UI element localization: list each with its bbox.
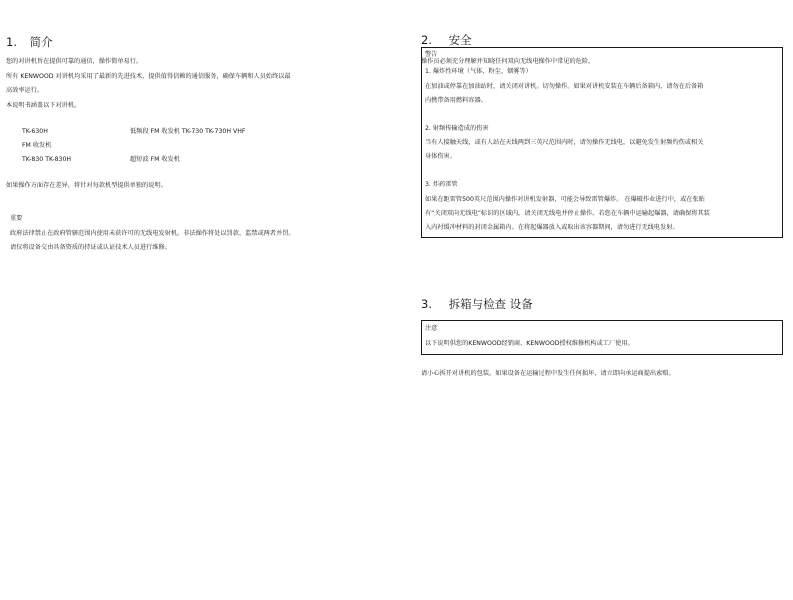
note-text: 以下说明供您的KENWOOD经销商、KENWOOD授权维修机构或工厂使用。: [425, 340, 634, 347]
important-line-1: 政府法律禁止在政府管辖范围内使用未获许可的无线电发射机。非法操作将处以罚款、监禁或两者并罚。: [10, 230, 295, 237]
hazard-1-title: 1. 爆炸性环境（气体、粉尘、烟雾等）: [425, 68, 532, 75]
section-3-heading: [421, 296, 533, 312]
model-differences-note: 如果操作方面存在差异，将针对每款机型提供单独的说明。: [6, 182, 167, 189]
section-1-heading: [6, 34, 53, 50]
intro-line-2: 所有 KENWOOD 对讲机均采用了最新的先进技术，提供值得信赖的通信服务，确保车辆和人员始终以最: [6, 73, 291, 80]
hazard-2-line-1: 当有人接触天线，或有人站在天线两到三英尺范围内时，请勿操作无线电，以避免发生射频灼伤或相关: [425, 139, 704, 146]
section-3-title: 拆箱与检查 设备: [448, 297, 533, 311]
model-description: 超短波 FM 收发机: [130, 156, 180, 163]
intro-line-3: 高效率运行。: [6, 87, 44, 94]
hazard-3-line-1: 如果在距雷管500英尺范围内操作对讲机发射器，可能会导致雷管爆炸。 在爆破作业进行中，或在张贴: [425, 196, 705, 203]
model-description-continued: FM 收发机: [22, 142, 52, 149]
model-name: TK-630H: [22, 128, 48, 135]
hazard-2-line-2: 身体伤害。: [425, 153, 456, 160]
intro-line-1: 您的对讲机旨在提供可靠的通信，操作简单易行。: [6, 58, 143, 65]
intro-line-4: 本说明书涵盖以下对讲机。: [6, 102, 81, 109]
warning-intro: 操作员必须充分理解并知晓任何双向无线电操作中常见的危险。: [421, 58, 595, 65]
important-line-2: 请仅将设备交由具备资质的持证或认证技术人员进行维修。: [10, 244, 171, 251]
hazard-1-line-1: 在加油或停靠在加油站时，请关闭对讲机。切勿操作。如果对讲机安装在车辆后备箱内，请勿在后备箱: [425, 83, 704, 90]
section-2-heading: [421, 32, 472, 48]
section-1-number: 1.: [6, 35, 17, 49]
note-box: [421, 320, 783, 355]
hazard-3-line-2: 有“关闭双向无线电”标识的区域内，请关闭无线电并停止操作。若您在车辆中运输起爆器，请确保将其装: [425, 210, 710, 217]
model-description: 低频段 FM 收发机 TK-730 TK-730H VHF: [130, 128, 246, 135]
unpacking-instructions: 请小心拆开对讲机的包装。如果设备在运输过程中发生任何损坏，请立即向承运商提出索赔。: [421, 370, 675, 377]
section-2-title: 安全: [448, 33, 472, 47]
note-label: 注意: [425, 325, 438, 332]
section-1-title: 简介: [29, 35, 53, 49]
hazard-3-line-3: 入内衬缓冲材料的封闭金属箱内。在将起爆器放入或取出该容器期间，请勿进行无线电发射。: [425, 224, 679, 231]
hazard-3-title: 3. 炸药雷管: [425, 181, 458, 188]
hazard-1-line-2: 内携带备用燃料容器。: [425, 97, 487, 104]
section-3-number: 3.: [421, 297, 432, 311]
section-2-number: 2.: [421, 33, 432, 47]
warning-label: 警告: [425, 51, 438, 58]
important-label: 重要: [10, 215, 23, 222]
model-name: TK-830 TK-830H: [22, 156, 72, 163]
hazard-2-title: 2. 射频传输造成的伤害: [425, 125, 489, 132]
